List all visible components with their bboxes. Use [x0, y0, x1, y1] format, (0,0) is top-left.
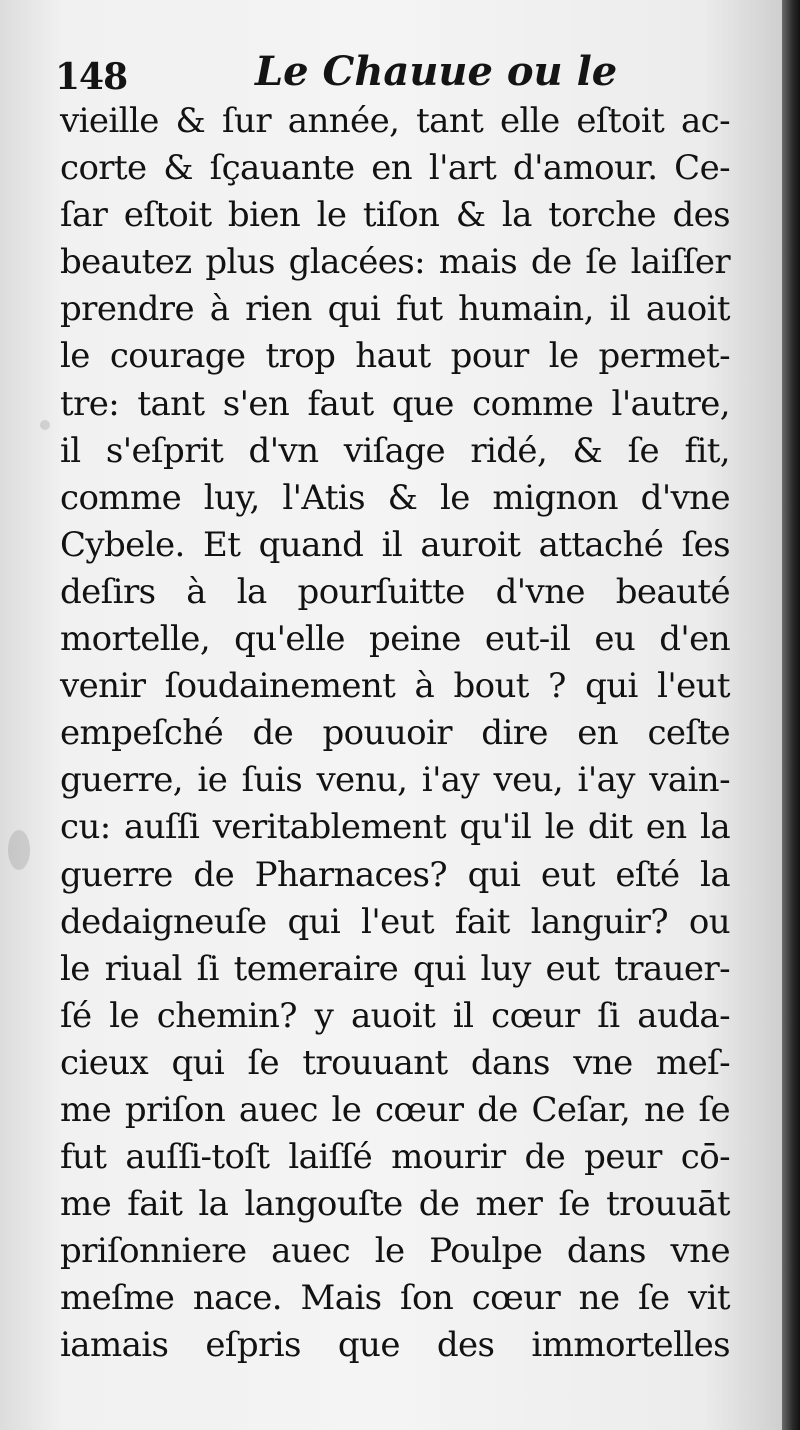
- text-line: me fait la langouſte de mer ſe trouuāt: [60, 1184, 730, 1225]
- running-title: Le Chauue ou le: [255, 48, 618, 95]
- page-edge-shadow: [782, 0, 800, 1430]
- text-line: le riual ſi temeraire qui luy eut trauer-: [60, 948, 730, 989]
- paper-stain: [40, 420, 50, 430]
- text-line: il s'eſprit d'vn viſage ridé, & ſe fit,: [60, 430, 730, 471]
- paper-stain: [8, 830, 30, 870]
- text-line: cieux qui ſe trouuant dans vne meſ-: [60, 1042, 730, 1083]
- text-line: tre: tant s'en faut que comme l'autre,: [60, 383, 730, 424]
- text-line: venir ſoudainement à bout ? qui l'eut: [60, 666, 730, 707]
- text-line: Cybele. Et quand il auroit attaché ſes: [60, 524, 730, 565]
- text-line: cu: auſſi veritablement qu'il le dit en la: [60, 807, 730, 848]
- text-line: mortelle, qu'elle peine eut-il eu d'en: [60, 619, 730, 660]
- text-line: me priſon auec le cœur de Ceſar, ne ſe: [60, 1089, 730, 1130]
- text-line: guerre de Pharnaces? qui eut eſté la: [60, 854, 730, 895]
- text-line: comme luy, l'Atis & le mignon d'vne: [60, 477, 730, 518]
- text-line: ſar eſtoit bien le tiſon & la torche des: [60, 195, 730, 236]
- text-line: guerre, ie ſuis venu, i'ay veu, i'ay vain-: [60, 760, 730, 801]
- text-line: corte & ſçauante en l'art d'amour. Ce-: [60, 148, 730, 189]
- text-line: beautez plus glacées: mais de ſe laiſſer: [60, 242, 730, 283]
- text-line: dedaigneuſe qui l'eut fait languir? ou: [60, 901, 730, 942]
- text-line: prendre à rien qui fut humain, il auoit: [60, 289, 730, 330]
- text-line: empeſché de pouuoir dire en ceſte: [60, 713, 730, 754]
- text-line: ſé le chemin? y auoit il cœur ſi auda-: [60, 995, 730, 1036]
- text-line: fut auſſi-toſt laiſſé mourir de peur cō-: [60, 1137, 730, 1178]
- text-line: vieille & ſur année, tant elle eſtoit ac-: [60, 101, 730, 141]
- page-number: 148: [55, 56, 128, 98]
- text-line: meſme nace. Mais ſon cœur ne ſe vit: [60, 1278, 730, 1319]
- page-header: [55, 48, 755, 100]
- text-line: iamais eſpris que des immortelles: [60, 1325, 730, 1366]
- text-line: deſirs à la pourſuitte d'vne beauté: [60, 571, 730, 612]
- body-text: [60, 98, 730, 1370]
- text-line: le courage trop haut pour le permet-: [60, 336, 730, 377]
- text-line: priſonniere auec le Poulpe dans vne: [60, 1231, 730, 1272]
